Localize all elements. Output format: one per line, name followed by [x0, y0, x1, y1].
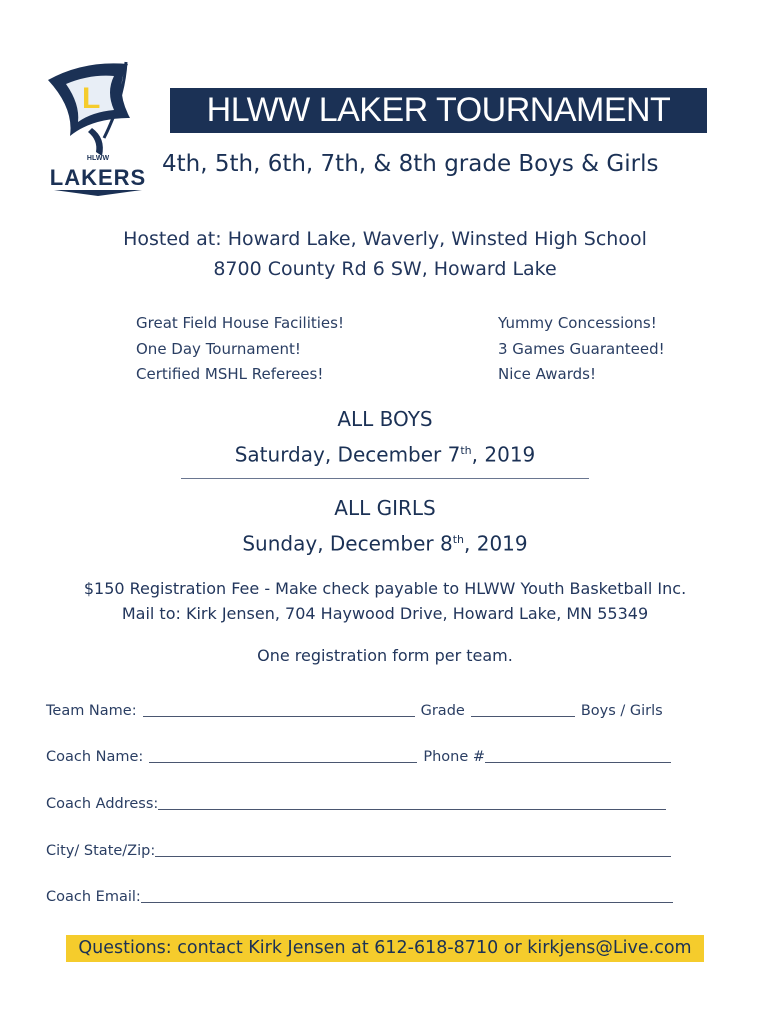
coach-address-row — [46, 795, 676, 812]
fee-block — [0, 576, 770, 626]
coach-email-field[interactable] — [141, 888, 673, 903]
coach-email-row — [46, 888, 676, 905]
hosted-at: Hosted at: Howard Lake, Waverly, Winsted High School — [123, 228, 647, 250]
grade-field[interactable] — [471, 702, 575, 717]
girls-heading: ALL GIRLS — [334, 496, 436, 520]
coach-address-field[interactable] — [158, 795, 666, 810]
features-right — [498, 311, 665, 388]
venue-address: 8700 County Rd 6 SW, Howard Lake — [213, 258, 557, 280]
city-state-zip-row — [46, 842, 676, 859]
grade-label: Grade — [420, 703, 465, 719]
logo-text: LAKERS — [49, 165, 147, 190]
coach-name-row — [46, 748, 676, 765]
features-left — [136, 311, 344, 388]
girls-block — [0, 492, 770, 560]
lakers-logo — [44, 58, 152, 198]
city-state-zip-field[interactable] — [155, 842, 671, 857]
coach-name-field[interactable] — [149, 748, 417, 763]
one-form-note: One registration form per team. — [257, 646, 513, 665]
phone-field[interactable] — [485, 748, 671, 763]
coach-address-label: Coach Address: — [46, 796, 159, 812]
feature-item: Yummy Concessions! — [498, 314, 657, 332]
coach-email-label: Coach Email: — [46, 889, 141, 905]
page-title: HLWW LAKER TOURNAMENT — [170, 88, 707, 133]
boys-date: Saturday, December 7th, 2019 — [234, 442, 536, 467]
logo-swoosh-icon — [88, 128, 103, 156]
boys-block — [0, 403, 770, 471]
grades-subtitle: 4th, 5th, 6th, 7th, & 8th grade Boys & Girls — [162, 151, 659, 177]
feature-item: Nice Awards! — [498, 365, 596, 383]
boys-heading: ALL BOYS — [337, 407, 433, 431]
girls-date: Sunday, December 8th, 2019 — [242, 531, 528, 556]
mail-line: Mail to: Kirk Jensen, 704 Haywood Drive, Howard Lake, MN 55349 — [121, 604, 649, 623]
venue-block — [0, 224, 770, 284]
team-name-row — [46, 702, 676, 719]
boys-girls-label: Boys / Girls — [580, 703, 663, 719]
city-state-zip-label: City/ State/Zip: — [46, 843, 156, 859]
phone-label: Phone # — [423, 749, 486, 765]
feature-item: 3 Games Guaranteed! — [498, 339, 665, 358]
logo-letter: L — [82, 82, 101, 115]
questions-banner: Questions: contact Kirk Jensen at 612-618-8710 or kirkjens@Live.com — [66, 935, 704, 962]
feature-item: Great Field House Facilities! — [136, 314, 344, 332]
logo-small-text: HLWW — [86, 155, 110, 162]
team-name-field[interactable] — [143, 702, 415, 717]
feature-item: One Day Tournament! — [136, 339, 301, 358]
coach-name-label: Coach Name: — [46, 749, 144, 765]
fee-line: $150 Registration Fee - Make check payable to HLWW Youth Basketball Inc. — [83, 579, 687, 598]
team-name-label: Team Name: — [46, 703, 137, 719]
logo-underline-icon — [54, 190, 142, 196]
divider — [181, 478, 589, 479]
feature-item: Certified MSHL Referees! — [136, 365, 324, 383]
